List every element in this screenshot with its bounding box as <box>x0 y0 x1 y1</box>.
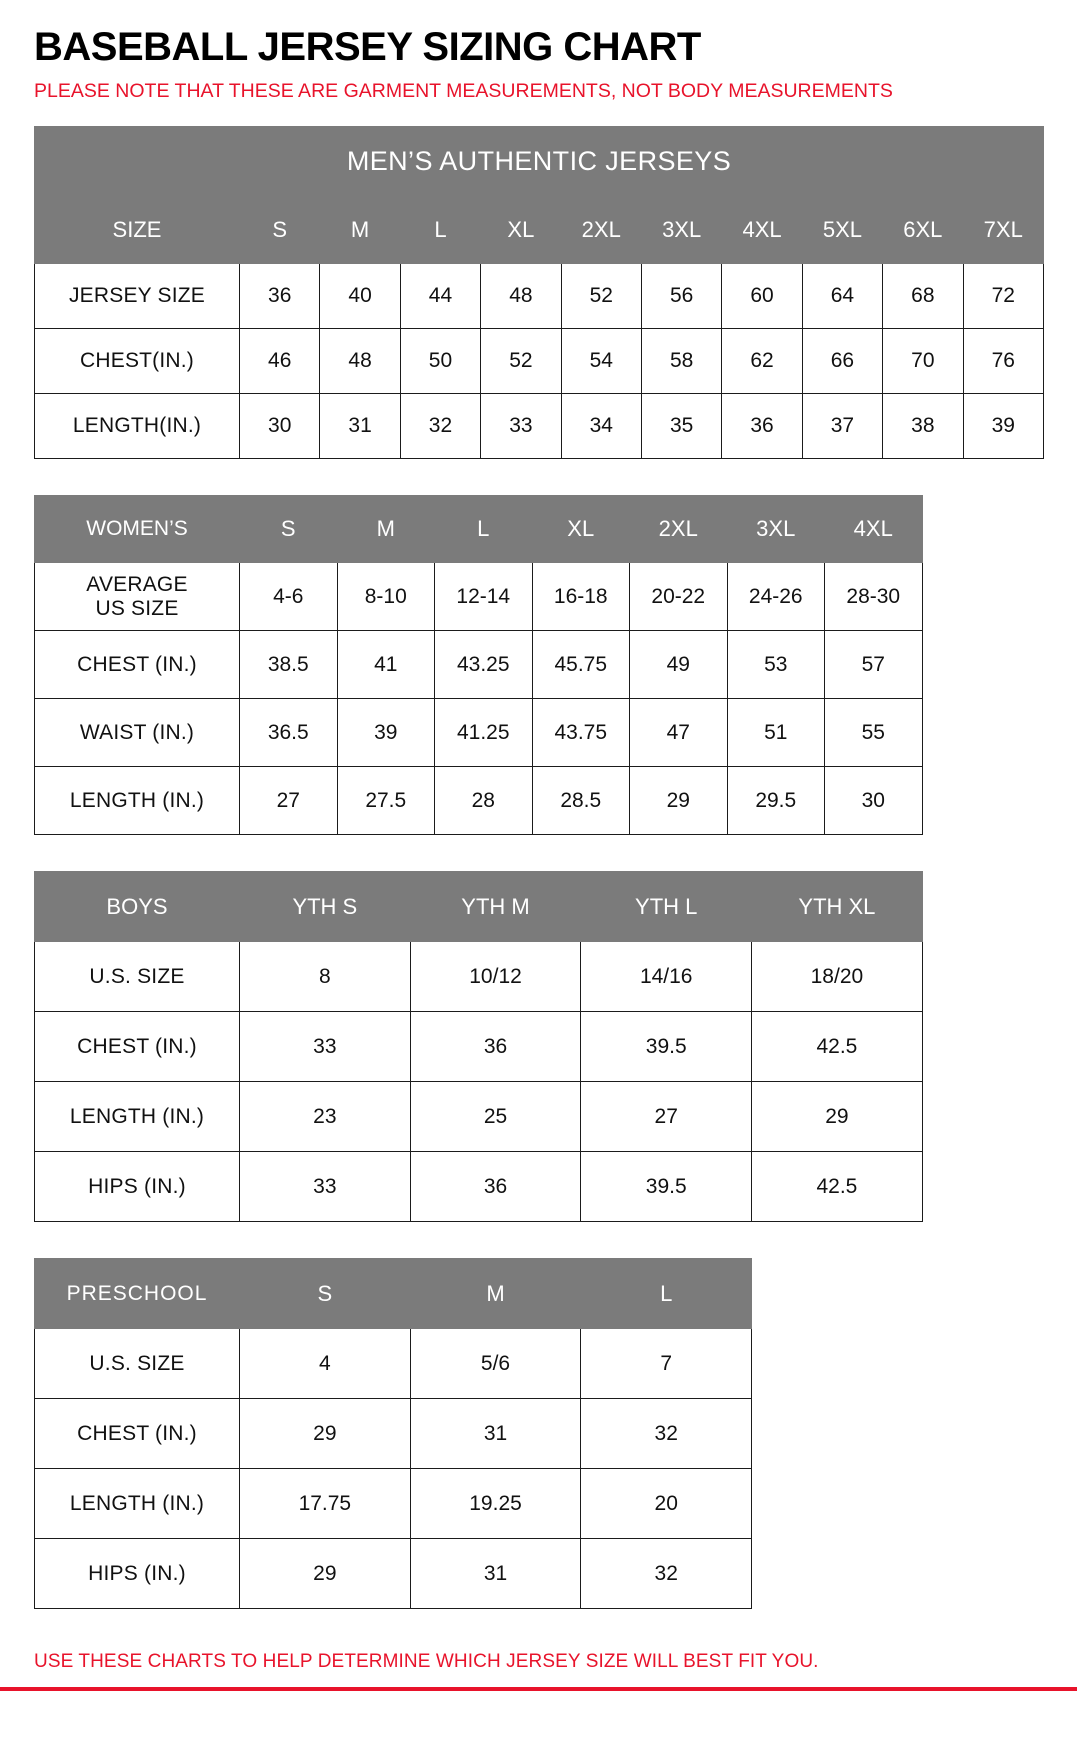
table-cell: 5/6 <box>410 1329 581 1399</box>
boys-size-yth-xl: YTH XL <box>752 872 923 942</box>
table-cell: 60 <box>722 264 802 329</box>
mens-size-l: L <box>400 197 480 264</box>
table-row <box>35 942 923 1012</box>
table-cell: 27 <box>581 1082 752 1152</box>
table-row <box>35 264 1044 329</box>
table-row <box>35 563 923 631</box>
table-cell: 17.75 <box>240 1469 411 1539</box>
table-cell: 55 <box>825 699 923 767</box>
table-cell: 64 <box>802 264 882 329</box>
mens-size-s: S <box>240 197 320 264</box>
table-cell: 18/20 <box>752 942 923 1012</box>
mens-size-table <box>34 126 1044 459</box>
womens-row-label-waist: WAIST (IN.) <box>35 699 240 767</box>
table-cell: 32 <box>581 1539 752 1609</box>
preschool-header-row <box>35 1259 752 1329</box>
table-cell: 62 <box>722 329 802 394</box>
table-cell: 42.5 <box>752 1012 923 1082</box>
table-cell: 66 <box>802 329 882 394</box>
womens-row-label-average-us-size <box>35 563 240 631</box>
table-cell: 33 <box>481 394 561 459</box>
table-cell: 8-10 <box>337 563 435 631</box>
table-cell: 38.5 <box>240 631 338 699</box>
boys-header-label: BOYS <box>35 872 240 942</box>
mens-size-3xl: 3XL <box>641 197 721 264</box>
table-cell: 50 <box>400 329 480 394</box>
womens-size-3xl: 3XL <box>727 496 825 563</box>
table-cell: 54 <box>561 329 641 394</box>
table-cell: 12-14 <box>435 563 533 631</box>
table-cell: 29 <box>752 1082 923 1152</box>
boys-row-label-hips: HIPS (IN.) <box>35 1152 240 1222</box>
table-cell: 8 <box>240 942 411 1012</box>
table-cell: 36.5 <box>240 699 338 767</box>
table-cell: 51 <box>727 699 825 767</box>
table-cell: 38 <box>883 394 963 459</box>
mens-size-7xl: 7XL <box>963 197 1043 264</box>
table-cell: 52 <box>561 264 641 329</box>
mens-header-label: SIZE <box>35 197 240 264</box>
table-cell: 39.5 <box>581 1152 752 1222</box>
womens-row-label-line1: AVERAGE <box>86 572 188 596</box>
boys-size-yth-l: YTH L <box>581 872 752 942</box>
mens-row-label-jersey-size: JERSEY SIZE <box>35 264 240 329</box>
table-cell: 4 <box>240 1329 411 1399</box>
table-cell: 52 <box>481 329 561 394</box>
womens-row-label-chest: CHEST (IN.) <box>35 631 240 699</box>
mens-size-5xl: 5XL <box>802 197 882 264</box>
table-cell: 20-22 <box>630 563 728 631</box>
table-cell: 29 <box>240 1539 411 1609</box>
table-cell: 29 <box>630 767 728 835</box>
table-cell: 57 <box>825 631 923 699</box>
mens-header-row <box>35 197 1044 264</box>
table-cell: 25 <box>410 1082 581 1152</box>
table-cell: 4-6 <box>240 563 338 631</box>
table-row <box>35 699 923 767</box>
table-row <box>35 329 1044 394</box>
boys-row-label-chest: CHEST (IN.) <box>35 1012 240 1082</box>
table-cell: 30 <box>240 394 320 459</box>
table-cell: 39 <box>963 394 1043 459</box>
mens-banner-label: MEN’S AUTHENTIC JERSEYS <box>35 127 1044 197</box>
table-cell: 46 <box>240 329 320 394</box>
boys-row-label-us-size: U.S. SIZE <box>35 942 240 1012</box>
mens-row-label-length: LENGTH(IN.) <box>35 394 240 459</box>
mens-size-m: M <box>320 197 400 264</box>
table-cell: 23 <box>240 1082 411 1152</box>
table-cell: 31 <box>410 1539 581 1609</box>
table-cell: 47 <box>630 699 728 767</box>
table-cell: 7 <box>581 1329 752 1399</box>
womens-size-2xl: 2XL <box>630 496 728 563</box>
table-cell: 28.5 <box>532 767 630 835</box>
preschool-size-m: M <box>410 1259 581 1329</box>
preschool-size-table <box>34 1258 752 1609</box>
table-cell: 41 <box>337 631 435 699</box>
table-cell: 36 <box>722 394 802 459</box>
table-row <box>35 1012 923 1082</box>
table-cell: 41.25 <box>435 699 533 767</box>
womens-header-row <box>35 496 923 563</box>
table-cell: 58 <box>641 329 721 394</box>
table-cell: 33 <box>240 1152 411 1222</box>
table-cell: 16-18 <box>532 563 630 631</box>
table-row <box>35 394 1044 459</box>
boys-size-yth-s: YTH S <box>240 872 411 942</box>
preschool-header-label: PRESCHOOL <box>35 1259 240 1329</box>
table-cell: 32 <box>581 1399 752 1469</box>
mens-table-banner <box>35 127 1044 197</box>
table-cell: 19.25 <box>410 1469 581 1539</box>
table-cell: 49 <box>630 631 728 699</box>
page-title: BASEBALL JERSEY SIZING CHART <box>34 25 701 69</box>
womens-size-l: L <box>435 496 533 563</box>
table-cell: 68 <box>883 264 963 329</box>
table-cell: 10/12 <box>410 942 581 1012</box>
table-cell: 30 <box>825 767 923 835</box>
table-cell: 39 <box>337 699 435 767</box>
table-cell: 53 <box>727 631 825 699</box>
table-cell: 43.25 <box>435 631 533 699</box>
table-row <box>35 1399 752 1469</box>
table-row <box>35 1469 752 1539</box>
preschool-row-label-us-size: U.S. SIZE <box>35 1329 240 1399</box>
womens-size-xl: XL <box>532 496 630 563</box>
table-cell: 28-30 <box>825 563 923 631</box>
table-cell: 45.75 <box>532 631 630 699</box>
table-cell: 14/16 <box>581 942 752 1012</box>
table-row <box>35 1539 752 1609</box>
table-cell: 27 <box>240 767 338 835</box>
womens-size-table <box>34 495 923 835</box>
table-cell: 31 <box>320 394 400 459</box>
boys-header-row <box>35 872 923 942</box>
table-cell: 37 <box>802 394 882 459</box>
table-cell: 20 <box>581 1469 752 1539</box>
table-cell: 39.5 <box>581 1012 752 1082</box>
mens-size-6xl: 6XL <box>883 197 963 264</box>
table-cell: 48 <box>481 264 561 329</box>
table-cell: 31 <box>410 1399 581 1469</box>
boys-size-table <box>34 871 923 1222</box>
table-cell: 48 <box>320 329 400 394</box>
mens-size-4xl: 4XL <box>722 197 802 264</box>
womens-size-m: M <box>337 496 435 563</box>
table-cell: 32 <box>400 394 480 459</box>
boys-size-yth-m: YTH M <box>410 872 581 942</box>
table-row <box>35 631 923 699</box>
table-row <box>35 1152 923 1222</box>
table-cell: 27.5 <box>337 767 435 835</box>
preschool-row-label-hips: HIPS (IN.) <box>35 1539 240 1609</box>
mens-size-xl: XL <box>481 197 561 264</box>
table-cell: 44 <box>400 264 480 329</box>
womens-header-label: WOMEN’S <box>35 496 240 563</box>
page-subtitle: PLEASE NOTE THAT THESE ARE GARMENT MEASUREMENTS, NOT BODY MEASUREMENTS <box>34 80 893 102</box>
womens-size-4xl: 4XL <box>825 496 923 563</box>
table-cell: 72 <box>963 264 1043 329</box>
table-cell: 28 <box>435 767 533 835</box>
table-cell: 36 <box>410 1012 581 1082</box>
table-row <box>35 1329 752 1399</box>
preschool-size-s: S <box>240 1259 411 1329</box>
footer-note: USE THESE CHARTS TO HELP DETERMINE WHICH JERSEY SIZE WILL BEST FIT YOU. <box>34 1651 819 1673</box>
table-cell: 29.5 <box>727 767 825 835</box>
table-cell: 36 <box>240 264 320 329</box>
mens-size-2xl: 2XL <box>561 197 641 264</box>
preschool-row-label-length: LENGTH (IN.) <box>35 1469 240 1539</box>
table-cell: 42.5 <box>752 1152 923 1222</box>
table-cell: 34 <box>561 394 641 459</box>
table-cell: 76 <box>963 329 1043 394</box>
table-cell: 56 <box>641 264 721 329</box>
table-cell: 33 <box>240 1012 411 1082</box>
womens-size-s: S <box>240 496 338 563</box>
boys-row-label-length: LENGTH (IN.) <box>35 1082 240 1152</box>
womens-row-label-line2: US SIZE <box>95 596 179 620</box>
table-cell: 36 <box>410 1152 581 1222</box>
bottom-accent-rule <box>0 1687 1077 1691</box>
table-cell: 29 <box>240 1399 411 1469</box>
table-cell: 70 <box>883 329 963 394</box>
table-cell: 40 <box>320 264 400 329</box>
table-row <box>35 767 923 835</box>
table-cell: 35 <box>641 394 721 459</box>
table-cell: 24-26 <box>727 563 825 631</box>
table-cell: 43.75 <box>532 699 630 767</box>
preschool-row-label-chest: CHEST (IN.) <box>35 1399 240 1469</box>
table-row <box>35 1082 923 1152</box>
mens-row-label-chest: CHEST(IN.) <box>35 329 240 394</box>
womens-row-label-length: LENGTH (IN.) <box>35 767 240 835</box>
preschool-size-l: L <box>581 1259 752 1329</box>
